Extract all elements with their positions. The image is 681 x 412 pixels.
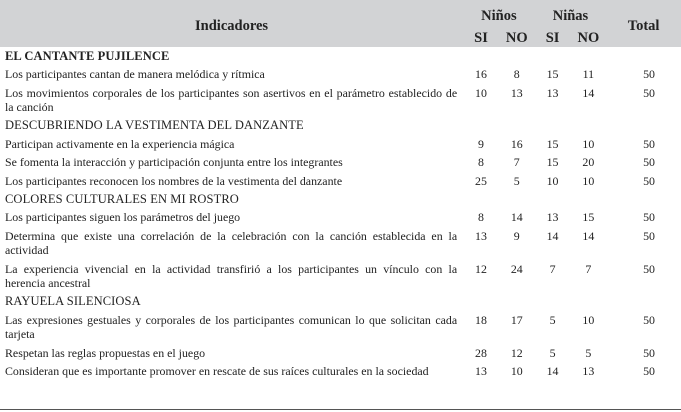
table-row bbox=[0, 84, 681, 117]
value-ninas-si: 15 bbox=[546, 136, 559, 151]
value-ninas-no: 11 bbox=[582, 67, 595, 81]
value-ninos-si: 13 bbox=[475, 364, 487, 378]
indicator-text: Los participantes reconocen los nombres de la vestimenta del danzante bbox=[5, 173, 343, 188]
section-row bbox=[0, 47, 681, 65]
value-total: 50 bbox=[643, 364, 655, 378]
indicator-text: Participan activamente en la experiencia mágica bbox=[5, 136, 235, 151]
value-ninas-si: 5 bbox=[549, 345, 556, 360]
value-ninos-si: 8 bbox=[478, 155, 484, 169]
table-row bbox=[0, 344, 681, 363]
table-row bbox=[0, 311, 681, 344]
section-title: EL CANTANTE PUJILENCE bbox=[5, 48, 170, 63]
value-ninas-no: 7 bbox=[585, 261, 592, 276]
section-title: DESCUBRIENDO LA VESTIMENTA DEL DANZANTE bbox=[5, 118, 304, 133]
value-ninos-no: 24 bbox=[510, 261, 523, 276]
table-row bbox=[0, 208, 681, 227]
value-ninas-no: 10 bbox=[582, 136, 595, 151]
section-row bbox=[0, 190, 681, 208]
value-ninos-no: 16 bbox=[510, 136, 523, 151]
table-row bbox=[0, 172, 681, 191]
indicator-text: Respetan las reglas propuestas en el juego bbox=[5, 345, 206, 360]
value-ninas-si: 10 bbox=[546, 173, 559, 188]
value-ninos-si: 18 bbox=[475, 312, 487, 327]
table-body bbox=[0, 47, 681, 381]
header-total: Total bbox=[606, 0, 681, 47]
value-total: 50 bbox=[643, 345, 655, 360]
section-title: RAYUELA SILENCIOSA bbox=[5, 294, 141, 309]
value-ninas-no: 5 bbox=[585, 345, 592, 360]
table-row bbox=[0, 135, 681, 154]
value-ninas-si: 14 bbox=[546, 228, 559, 243]
value-ninas-no: 10 bbox=[582, 312, 595, 327]
header-ninos-si: SI bbox=[463, 29, 499, 47]
indicator-text: Los participantes siguen los parámetros del juego bbox=[5, 210, 241, 224]
value-ninos-no: 5 bbox=[513, 173, 520, 188]
value-total: 50 bbox=[643, 173, 655, 188]
indicator-text: Los movimientos corporales de los participantes son asertivos en el parámetro establecido de la canción bbox=[5, 85, 458, 114]
indicator-text: Se fomenta la interacción y participación conjunta entre los integrantes bbox=[5, 155, 343, 169]
value-ninos-si: 28 bbox=[475, 345, 487, 360]
table-row bbox=[0, 362, 681, 381]
value-ninas-no: 14 bbox=[582, 85, 595, 100]
indicator-text: La experiencia vivencial en la actividad transfirió a los participantes un vínculo con la herencia ancestral bbox=[5, 261, 458, 290]
value-total: 50 bbox=[643, 210, 655, 224]
value-ninos-si: 9 bbox=[478, 136, 484, 151]
value-ninos-si: 8 bbox=[478, 210, 484, 224]
value-ninos-si: 25 bbox=[475, 173, 487, 188]
value-ninas-no: 10 bbox=[582, 173, 595, 188]
value-ninos-si: 12 bbox=[475, 261, 487, 276]
header-ninos: Niños bbox=[463, 0, 535, 29]
value-ninos-no: 8 bbox=[513, 67, 520, 81]
header-ninas-no: NO bbox=[570, 29, 606, 47]
value-ninas-no: 14 bbox=[582, 228, 595, 243]
section-title: COLORES CULTURALES EN MI ROSTRO bbox=[5, 191, 239, 206]
table-row bbox=[0, 65, 681, 84]
value-ninas-no: 15 bbox=[582, 210, 595, 224]
value-ninos-no: 9 bbox=[513, 228, 520, 243]
indicator-text: Los participantes cantan de manera melódica y rítmica bbox=[5, 67, 265, 81]
table-header bbox=[0, 0, 681, 47]
header-indicadores: Indicadores bbox=[0, 0, 463, 47]
value-ninos-si: 10 bbox=[475, 85, 487, 100]
value-ninos-no: 12 bbox=[510, 345, 523, 360]
indicator-text: Las expresiones gestuales y corporales de los participantes comunican lo que solicitan cada tarjeta bbox=[5, 312, 458, 341]
value-total: 50 bbox=[643, 228, 655, 243]
value-ninos-no: 13 bbox=[510, 85, 523, 100]
table-bottom-rule bbox=[0, 409, 681, 410]
value-total: 50 bbox=[643, 136, 655, 151]
value-ninas-si: 14 bbox=[546, 364, 559, 378]
table-row bbox=[0, 260, 681, 293]
value-ninas-si: 5 bbox=[549, 312, 556, 327]
value-total: 50 bbox=[643, 67, 655, 81]
value-ninos-no: 14 bbox=[510, 210, 523, 224]
value-total: 50 bbox=[643, 85, 655, 100]
section-row bbox=[0, 117, 681, 135]
value-total: 50 bbox=[643, 312, 655, 327]
indicator-text: Determina que existe una correlación de la celebración con la canción establecida en la actividad bbox=[5, 228, 458, 257]
header-ninas-si: SI bbox=[535, 29, 571, 47]
table-row bbox=[0, 227, 681, 260]
value-ninas-si: 7 bbox=[549, 261, 556, 276]
value-ninos-no: 7 bbox=[513, 155, 520, 169]
header-ninos-no: NO bbox=[499, 29, 535, 47]
value-ninas-si: 15 bbox=[546, 155, 559, 169]
indicator-text: Consideran que es importante promover en rescate de sus raíces culturales en la sociedad bbox=[5, 364, 429, 378]
value-total: 50 bbox=[643, 155, 655, 169]
value-ninas-si: 13 bbox=[546, 85, 559, 100]
table-row bbox=[0, 153, 681, 172]
value-ninas-si: 13 bbox=[546, 210, 559, 224]
value-ninos-si: 13 bbox=[475, 228, 487, 243]
value-ninos-no: 10 bbox=[510, 364, 523, 378]
value-ninos-si: 16 bbox=[475, 67, 487, 81]
value-ninas-si: 15 bbox=[546, 67, 559, 81]
value-ninos-no: 17 bbox=[510, 312, 523, 327]
value-ninas-no: 13 bbox=[582, 364, 595, 378]
section-row bbox=[0, 293, 681, 311]
header-ninas: Niñas bbox=[535, 0, 607, 29]
value-total: 50 bbox=[643, 261, 655, 276]
value-ninas-no: 20 bbox=[582, 155, 595, 169]
